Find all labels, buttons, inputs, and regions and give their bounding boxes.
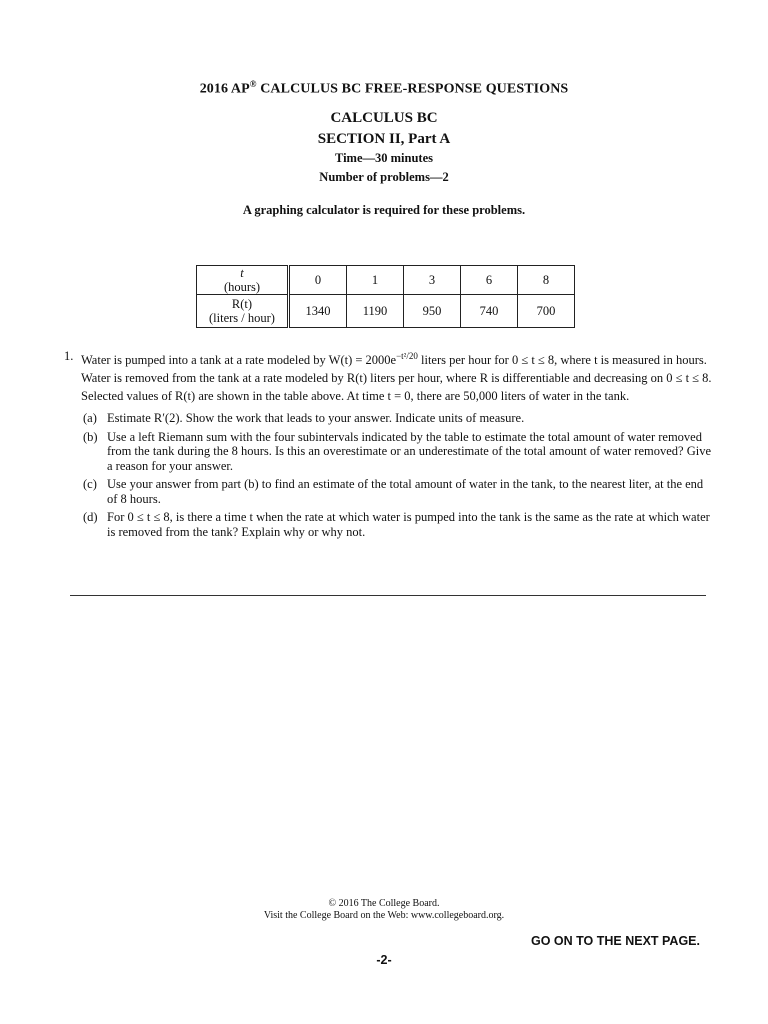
r-unit: (liters / hour): [209, 311, 275, 325]
section-name: SECTION II, Part A: [317, 131, 451, 147]
question-parts: [64, 411, 714, 539]
r-cell: 1340: [289, 295, 347, 328]
t-variable: t: [240, 266, 244, 280]
part-text: Use your answer from part (b) to find an estimate of the total amount of water in the tank, to the nearest liter, at the end of 8 hours.: [107, 477, 704, 506]
t-cell: 6: [461, 266, 518, 295]
part-d: [83, 510, 714, 539]
part-text: Use a left Riemann sum with the four subintervals indicated by the table to estimate the total amount of water removed from the tank during the 8 hours. Is this an overestimate or an underestimate of the total amount of water removed? Give a reason for your answer.: [107, 429, 711, 473]
stem-part-1: Water is pumped into a tank at a rate modeled by: [81, 353, 329, 368]
t-cell: 3: [404, 266, 461, 295]
w-expression: W(t) = 2000e: [328, 353, 397, 368]
course-name: CALCULUS BC: [330, 110, 438, 126]
w-exponent: −t²/20: [396, 351, 418, 361]
part-label: (b): [83, 429, 98, 444]
title-prefix: 2016 AP: [199, 81, 250, 97]
r-variable: R(t): [231, 297, 253, 311]
copyright-notice: © 2016 The College Board.: [328, 898, 440, 909]
t-cell: 0: [289, 266, 347, 295]
t-cell: 1: [347, 266, 404, 295]
part-text: For 0 ≤ t ≤ 8, is there a time t when the rate at which water is pumped into the tank is the same as the rate at which water is removed from the tank? Explain why or why not.: [107, 510, 710, 539]
part-label: (a): [83, 411, 97, 426]
page-number: -2-: [376, 953, 392, 967]
stem-part-2: liters per hour for 0 ≤ t ≤ 8, where t is measured in hours. Water is removed from the tank at a rate modeled by R(t) liters per hour, where R is differentiable and decreasing on 0 ≤ t ≤ 8. Selected values of R(t) are shown in the table above. At time t = 0, there are 50,000 liters of water in the tank.: [81, 353, 712, 404]
question-stem: [81, 347, 714, 405]
t-unit: (hours): [223, 280, 261, 294]
page-title: [0, 79, 768, 98]
website-notice: Visit the College Board on the Web: www.collegeboard.org.: [263, 910, 505, 921]
part-label: (d): [83, 510, 98, 525]
rate-table: [196, 265, 575, 328]
r-cell: 1190: [347, 295, 404, 328]
table-row-r: [197, 295, 575, 328]
row-header-t: [197, 266, 289, 295]
part-a: [83, 411, 714, 426]
r-cell: 950: [404, 295, 461, 328]
part-text: Estimate R′(2). Show the work that leads to your answer. Indicate units of measure.: [107, 411, 525, 426]
r-cell: 740: [461, 295, 518, 328]
part-c: [83, 477, 714, 506]
title-suffix: CALCULUS BC FREE-RESPONSE QUESTIONS: [256, 81, 569, 97]
part-label: (c): [83, 477, 97, 492]
problem-count: Number of problems—2: [319, 170, 449, 184]
question-1: [64, 347, 714, 543]
question-number: 1.: [64, 349, 74, 363]
row-header-r: [197, 295, 289, 328]
time-limit: Time—30 minutes: [334, 151, 434, 165]
r-cell: 700: [518, 295, 575, 328]
calculator-note: A graphing calculator is required for these problems.: [242, 203, 526, 217]
divider: [70, 595, 706, 596]
t-cell: 8: [518, 266, 575, 295]
registered-mark: ®: [249, 79, 257, 89]
part-b: [83, 430, 714, 474]
table-row-t: [197, 266, 575, 295]
go-next-page: GO ON TO THE NEXT PAGE.: [530, 934, 700, 948]
